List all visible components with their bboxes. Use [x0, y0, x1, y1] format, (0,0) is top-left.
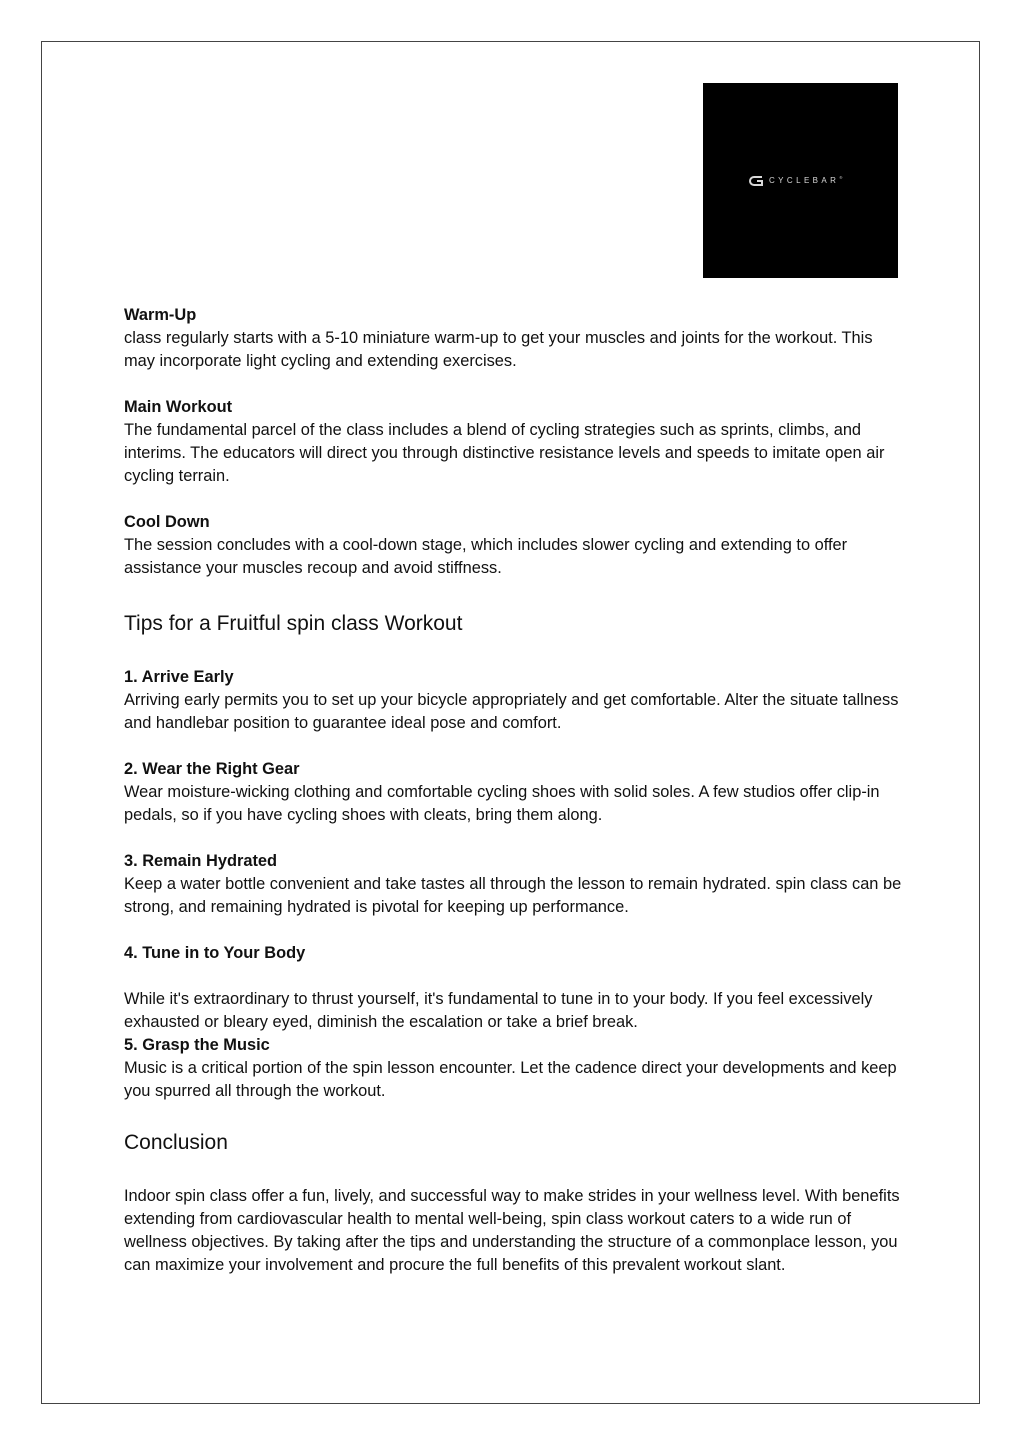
- tip-3-title: 3. Remain Hydrated: [124, 852, 278, 870]
- tip-1-body: Arriving early permits you to set up your bicycle appropriately and get comfortable. Alter the situate tallness and handlebar position to guarantee ideal pose and comfort.: [124, 691, 899, 732]
- cyclebar-logo-mark-icon: [749, 175, 765, 187]
- tip-3-body: Keep a water bottle convenient and take tastes all through the lesson to remain hydrated. spin class can be strong, and remaining hydrated is pivotal for keeping up performance.: [124, 875, 902, 916]
- conclusion-body: Indoor spin class offer a fun, lively, and successful way to make strides in your wellness level. With benefits extending from cardiovascular health to mental well-being, spin class workout caters to a wide run of wellness objectives. By taking after the tips and understanding the structure of a commonplace lesson, you can maximize your involvement and procure the full benefits of this prevalent workout slant.: [124, 1187, 900, 1274]
- cool-down-title: Cool Down: [124, 513, 210, 531]
- main-workout-body: The fundamental parcel of the class includes a blend of cycling strategies such as sprints, climbs, and interims. The educators will direct you through distinctive resistance levels and speeds to imitate open air cycling terrain.: [124, 421, 885, 485]
- logo-trademark: ®: [839, 175, 843, 180]
- conclusion-heading: Conclusion: [124, 1131, 228, 1154]
- warm-up-body: class regularly starts with a 5-10 miniature warm-up to get your muscles and joints for the workout. This may incorporate light cycling and extending exercises.: [124, 329, 873, 370]
- warm-up-title: Warm-Up: [124, 306, 197, 324]
- tip-4-title: 4. Tune in to Your Body: [124, 944, 306, 962]
- logo-wordmark: [769, 175, 842, 187]
- tip-2-body: Wear moisture-wicking clothing and comfortable cycling shoes with solid soles. A few studios offer clip-in pedals, so if you have cycling shoes with cleats, bring them along.: [124, 783, 880, 824]
- tips-heading: Tips for a Fruitful spin class Workout: [124, 612, 463, 635]
- cyclebar-logo: [703, 83, 898, 278]
- tip-5-title: 5. Grasp the Music: [124, 1036, 270, 1054]
- tip-2-title: 2. Wear the Right Gear: [124, 760, 300, 778]
- tip-1-title: 1. Arrive Early: [124, 668, 234, 686]
- main-workout-title: Main Workout: [124, 398, 233, 416]
- document-body: [124, 304, 904, 1277]
- tip-5-body: Music is a critical portion of the spin lesson encounter. Let the cadence direct your developments and keep you spurred all through the workout.: [124, 1059, 897, 1100]
- cool-down-body: The session concludes with a cool-down stage, which includes slower cycling and extending to offer assistance your muscles recoup and avoid stiffness.: [124, 536, 848, 577]
- tip-4-body: While it's extraordinary to thrust yourself, it's fundamental to tune in to your body. If you feel excessively exhausted or bleary eyed, diminish the escalation or take a brief break.: [124, 990, 873, 1031]
- logo-brand-text: CYCLEBAR: [769, 176, 840, 185]
